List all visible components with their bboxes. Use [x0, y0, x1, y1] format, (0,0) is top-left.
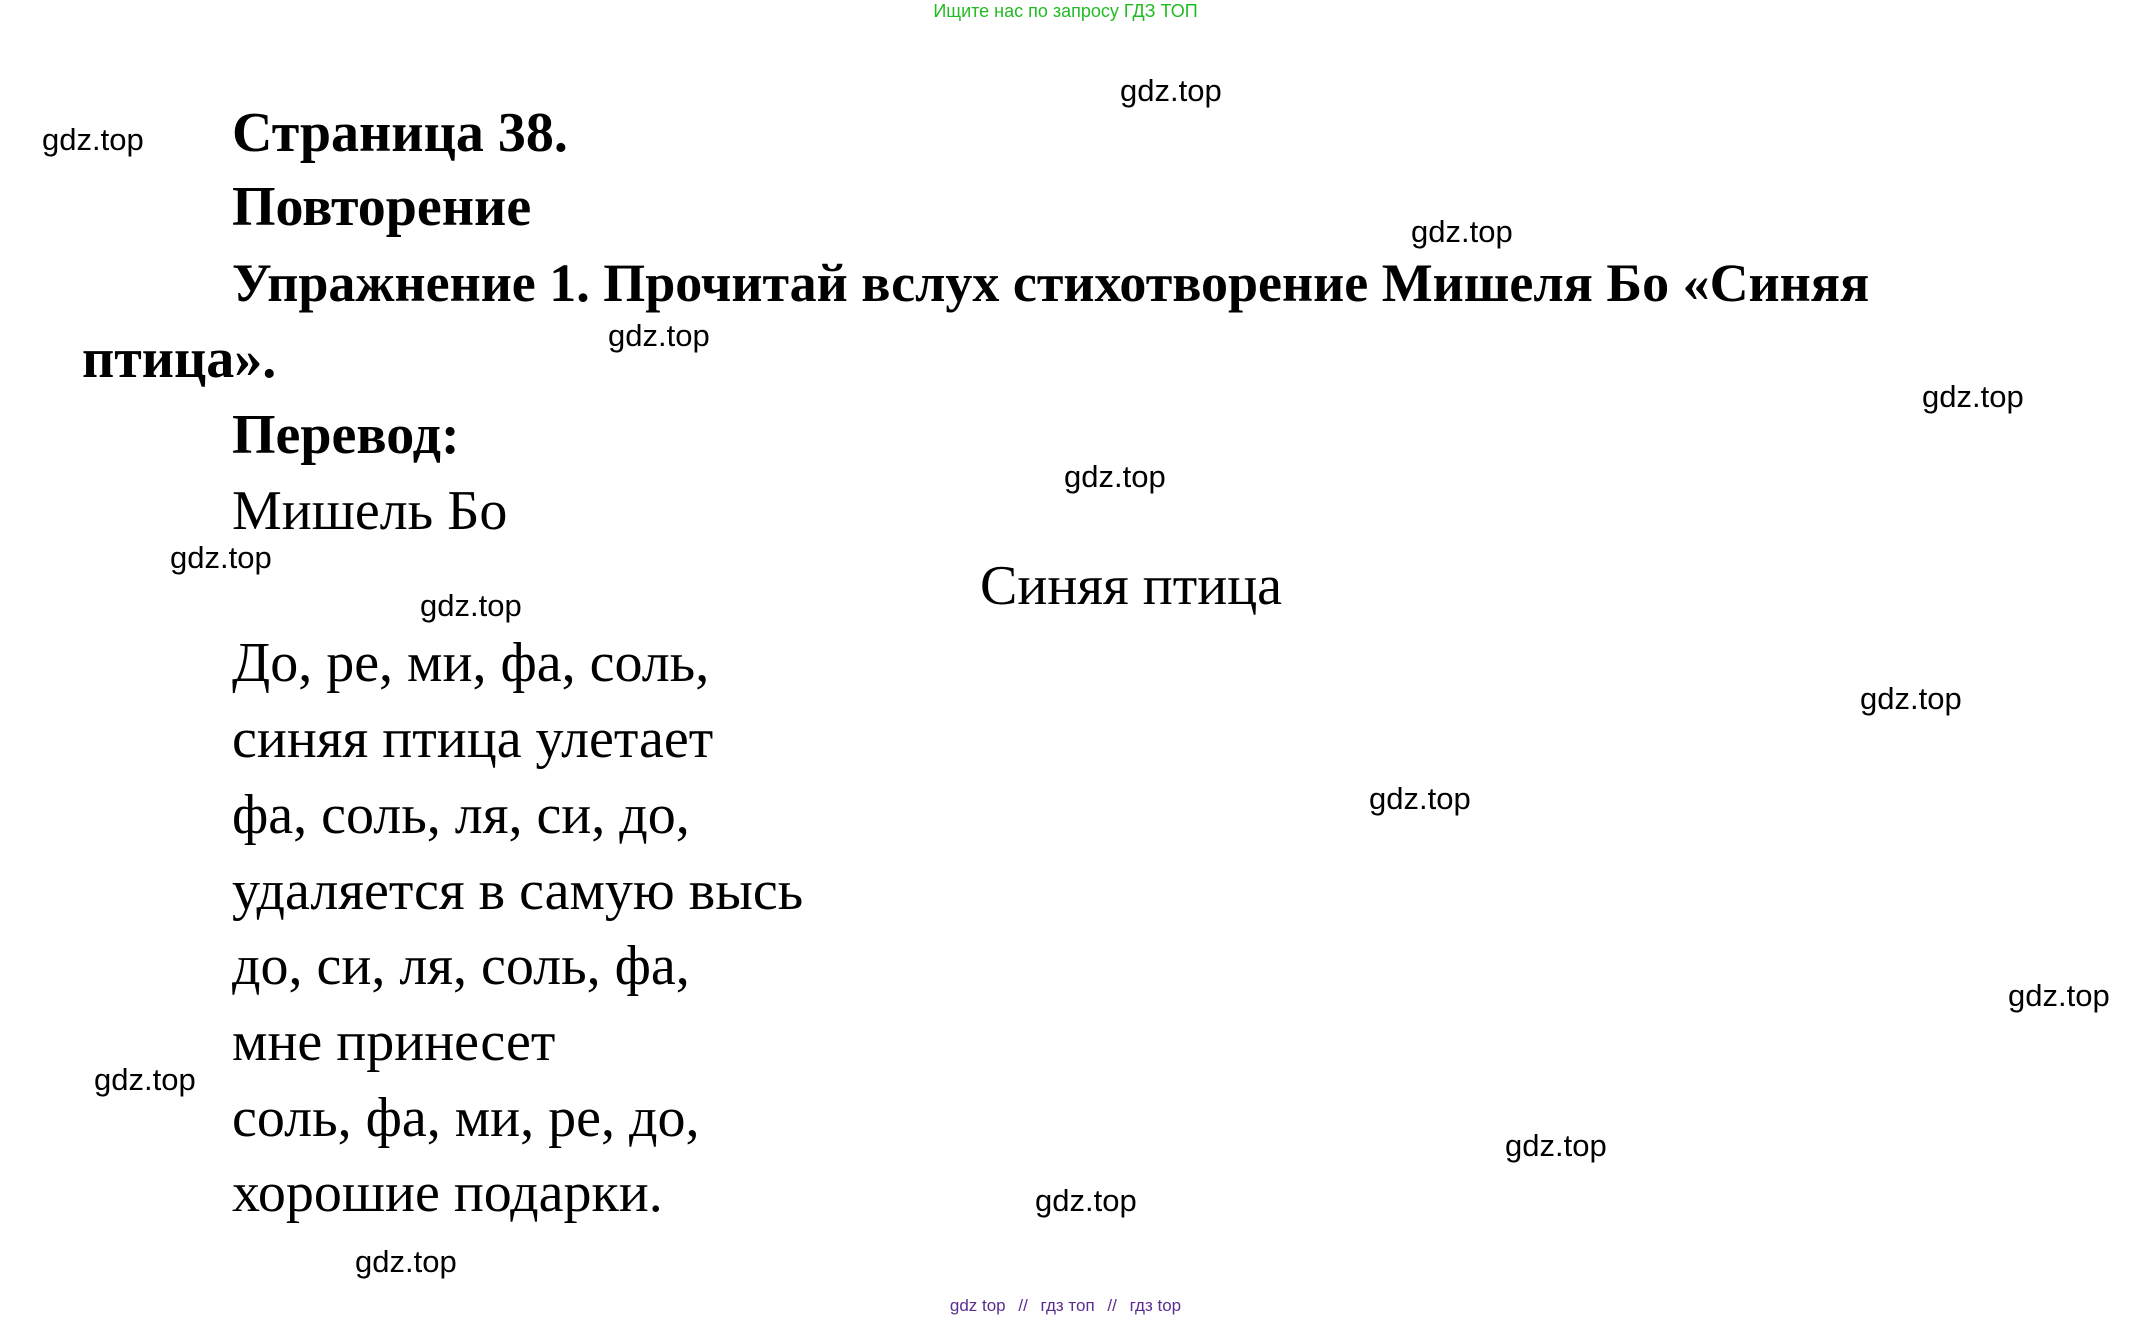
watermark-text: gdz.top — [1505, 1128, 1607, 1163]
poem-line: мне принесет — [232, 1011, 556, 1073]
translation-label: Перевод: — [232, 404, 460, 466]
watermark-text: gdz.top — [608, 318, 710, 353]
watermark-text: gdz.top — [1120, 73, 1222, 108]
poem-line: фа, соль, ля, си, до, — [232, 784, 690, 846]
top-banner: Ищите нас по запросу ГДЗ ТОП — [933, 1, 1198, 21]
poem-line: до, си, ля, соль, фа, — [232, 935, 690, 997]
footer-link[interactable]: гдз top — [1129, 1296, 1182, 1315]
section-heading: Повторение — [232, 176, 532, 238]
watermark-text: gdz.top — [170, 540, 272, 575]
footer-link[interactable]: гдз топ — [1040, 1296, 1095, 1315]
watermark-text: gdz.top — [355, 1244, 457, 1279]
poem-line: удаляется в самую высь — [232, 860, 804, 922]
footer-separator: // — [1107, 1296, 1117, 1315]
watermark-text: gdz.top — [1035, 1183, 1137, 1218]
poem-title: Синяя птица — [980, 555, 1283, 617]
footer-links — [0, 1296, 2131, 1316]
exercise-heading-line2: птица». — [82, 328, 277, 390]
watermark-text: gdz.top — [94, 1062, 196, 1097]
footer-separator: // — [1018, 1296, 1028, 1315]
page-number-heading: Страница 38. — [232, 102, 568, 164]
poem-line: соль, фа, ми, ре, до, — [232, 1087, 700, 1149]
poem-author: Мишель Бо — [232, 480, 508, 542]
footer-link[interactable]: gdz top — [949, 1296, 1006, 1315]
poem-line: синяя птица улетает — [232, 708, 714, 770]
watermark-text: gdz.top — [1064, 459, 1166, 494]
watermark-text: gdz.top — [1369, 781, 1471, 816]
watermark-text: gdz.top — [1411, 214, 1513, 249]
watermark-text: gdz.top — [42, 122, 144, 157]
exercise-heading-line1: Упражнение 1. Прочитай вслух стихотворение Мишеля Бо «Синяя — [232, 253, 1870, 313]
poem-line: хорошие подарки. — [232, 1162, 663, 1224]
watermark-text: gdz.top — [420, 588, 522, 623]
watermark-text: gdz.top — [1922, 379, 2024, 414]
watermark-text: gdz.top — [2008, 978, 2110, 1013]
poem-line: До, ре, ми, фа, соль, — [232, 632, 710, 694]
watermark-text: gdz.top — [1860, 681, 1962, 716]
